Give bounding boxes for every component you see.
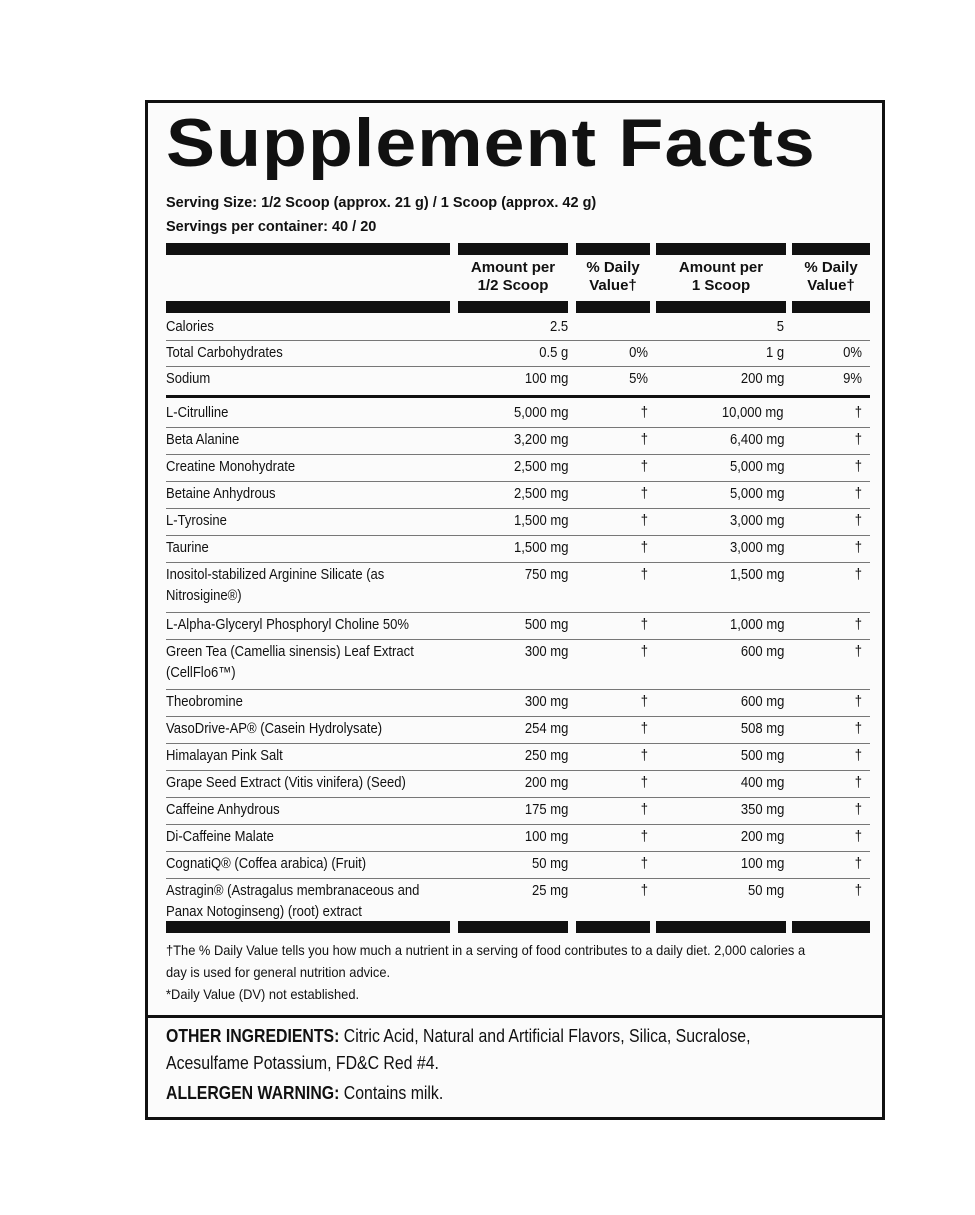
footer-bar bbox=[576, 921, 650, 933]
table-row bbox=[166, 509, 870, 536]
servings-per-container: Servings per container: 40 / 20 bbox=[166, 219, 377, 235]
ingredient-name: Di-Caffeine Malate bbox=[166, 829, 274, 845]
amount-full: 3,000 mg bbox=[729, 540, 784, 556]
ingredient-name: L-Alpha-Glyceryl Phosphoryl Choline 50% bbox=[166, 617, 409, 633]
amount-full: 200 mg bbox=[740, 371, 784, 387]
amount-half: 300 mg bbox=[524, 694, 568, 710]
header-bar bbox=[656, 243, 786, 255]
table-row bbox=[166, 771, 870, 798]
amount-full: 508 mg bbox=[740, 721, 784, 737]
amount-half: 2,500 mg bbox=[513, 486, 568, 502]
table-row bbox=[166, 717, 870, 744]
ingredient-name: Himalayan Pink Salt bbox=[166, 748, 283, 764]
allergen-text: Contains milk. bbox=[343, 1083, 444, 1103]
amount-full: 10,000 mg bbox=[722, 405, 784, 421]
amount-half: 175 mg bbox=[524, 802, 568, 818]
dv-full: † bbox=[854, 748, 862, 764]
amount-half: 50 mg bbox=[531, 856, 568, 872]
header-bar bbox=[656, 301, 786, 313]
dv-full: † bbox=[854, 459, 862, 475]
header-line: Value† bbox=[589, 277, 637, 294]
header-bar bbox=[792, 243, 870, 255]
amount-half: 254 mg bbox=[524, 721, 568, 737]
nutrient-name: Sodium bbox=[166, 371, 211, 387]
amount-half: 500 mg bbox=[524, 617, 568, 633]
footer-bar bbox=[458, 921, 568, 933]
amount-full: 200 mg bbox=[740, 829, 784, 845]
dv-half: † bbox=[640, 567, 648, 583]
dv-half: † bbox=[640, 802, 648, 818]
dv-half: † bbox=[640, 856, 648, 872]
ingredient-name: Caffeine Anhydrous bbox=[166, 802, 280, 818]
header-bar bbox=[166, 301, 450, 313]
header-line: % Daily bbox=[586, 259, 640, 276]
other-ingredients-text: Citric Acid, Natural and Artificial Flavors, Silica, Sucralose, Acesulfame Potassium, FD&C Red #4. bbox=[166, 1026, 751, 1073]
table-row bbox=[166, 798, 870, 825]
ingredient-name: Grape Seed Extract (Vitis vinifera) (Seed) bbox=[166, 775, 406, 791]
nutrient-name: Calories bbox=[166, 319, 214, 335]
amount-full: 350 mg bbox=[740, 802, 784, 818]
amount-full: 3,000 mg bbox=[729, 513, 784, 529]
table-row bbox=[166, 852, 870, 879]
amount-half: 25 mg bbox=[531, 883, 568, 899]
header-bar bbox=[458, 301, 568, 313]
header-line: Amount per bbox=[470, 259, 556, 276]
table-row bbox=[166, 401, 870, 428]
amount-full: 600 mg bbox=[740, 694, 784, 710]
amount-half: 1,500 mg bbox=[513, 540, 568, 556]
dv-half: 0% bbox=[629, 345, 648, 361]
amount-full: 1 g bbox=[765, 345, 784, 361]
ingredient-name: Beta Alanine bbox=[166, 432, 240, 448]
dv-half: † bbox=[640, 432, 648, 448]
ingredient-name: Astragin® (Astragalus membranaceous and Panax Notoginseng) (root) extract bbox=[166, 883, 420, 920]
dv-full: † bbox=[854, 644, 862, 660]
dv-full: † bbox=[854, 802, 862, 818]
table-row bbox=[166, 536, 870, 563]
amount-full: 1,000 mg bbox=[729, 617, 784, 633]
amount-half: 3,200 mg bbox=[513, 432, 568, 448]
header-line: Amount per bbox=[678, 259, 764, 276]
table-row bbox=[166, 341, 870, 367]
header-bar bbox=[458, 243, 568, 255]
dv-half: † bbox=[640, 486, 648, 502]
table-row bbox=[166, 690, 870, 717]
dv-full: † bbox=[854, 829, 862, 845]
ingredient-name: Betaine Anhydrous bbox=[166, 486, 276, 502]
section-divider bbox=[166, 395, 870, 398]
amount-half: 100 mg bbox=[524, 371, 568, 387]
header-line: 1/2 Scoop bbox=[477, 277, 549, 294]
dv-full: † bbox=[854, 883, 862, 899]
ingredient-name: L-Citrulline bbox=[166, 405, 229, 421]
amount-half: 100 mg bbox=[524, 829, 568, 845]
dv-half: 5% bbox=[629, 371, 648, 387]
dv-full: † bbox=[854, 486, 862, 502]
section-divider bbox=[148, 1015, 882, 1018]
ingredient-name: Theobromine bbox=[166, 694, 243, 710]
amount-full: 400 mg bbox=[740, 775, 784, 791]
supplement-facts-panel bbox=[145, 100, 885, 1120]
dv-half: † bbox=[640, 829, 648, 845]
amount-half: 2.5 bbox=[549, 319, 568, 335]
table-row bbox=[166, 455, 870, 482]
amount-full: 5 bbox=[776, 319, 784, 335]
header-amount-full bbox=[656, 259, 786, 295]
amount-full: 100 mg bbox=[740, 856, 784, 872]
ingredient-name: VasoDrive-AP® (Casein Hydrolysate) bbox=[166, 721, 383, 737]
amount-full: 6,400 mg bbox=[729, 432, 784, 448]
dv-half: † bbox=[640, 405, 648, 421]
dv-not-established-note: *Daily Value (DV) not established. bbox=[166, 986, 360, 1002]
dv-half: † bbox=[640, 748, 648, 764]
dv-full: 0% bbox=[843, 345, 862, 361]
dv-full: † bbox=[854, 432, 862, 448]
amount-half: 2,500 mg bbox=[513, 459, 568, 475]
dv-full: † bbox=[854, 540, 862, 556]
table-row bbox=[166, 640, 870, 690]
ingredient-name: Inositol-stabilized Arginine Silicate (as Nitrosigine®) bbox=[166, 567, 385, 604]
header-amount-half bbox=[458, 259, 568, 295]
dv-half: † bbox=[640, 540, 648, 556]
dv-full: † bbox=[854, 775, 862, 791]
ingredient-name: Green Tea (Camellia sinensis) Leaf Extract (CellFlo6™) bbox=[166, 644, 414, 681]
amount-full: 50 mg bbox=[747, 883, 784, 899]
amount-full: 1,500 mg bbox=[729, 567, 784, 583]
amount-half: 300 mg bbox=[524, 644, 568, 660]
table-row bbox=[166, 367, 870, 392]
amount-half: 750 mg bbox=[524, 567, 568, 583]
amount-full: 5,000 mg bbox=[729, 459, 784, 475]
dv-full: † bbox=[854, 617, 862, 633]
dv-full: † bbox=[854, 567, 862, 583]
amount-half: 0.5 g bbox=[538, 345, 568, 361]
dv-half: † bbox=[640, 883, 648, 899]
table-row bbox=[166, 315, 870, 341]
ingredient-name: CognatiQ® (Coffea arabica) (Fruit) bbox=[166, 856, 367, 872]
dv-half: † bbox=[640, 775, 648, 791]
panel-title: Supplement Facts bbox=[166, 105, 816, 181]
footer-bar bbox=[792, 921, 870, 933]
header-bar bbox=[576, 301, 650, 313]
serving-size: Serving Size: 1/2 Scoop (approx. 21 g) / 1 Scoop (approx. 42 g) bbox=[166, 195, 597, 211]
ingredient-name: Taurine bbox=[166, 540, 209, 556]
footer-bar bbox=[166, 921, 450, 933]
other-ingredients bbox=[166, 1023, 835, 1077]
dv-full: † bbox=[854, 694, 862, 710]
amount-half: 250 mg bbox=[524, 748, 568, 764]
header-bar bbox=[166, 243, 450, 255]
footer-bar bbox=[656, 921, 786, 933]
table-row bbox=[166, 482, 870, 509]
allergen-label: ALLERGEN WARNING: bbox=[166, 1083, 340, 1103]
amount-half: 5,000 mg bbox=[513, 405, 568, 421]
table-row bbox=[166, 744, 870, 771]
other-ingredients-label: OTHER INGREDIENTS: bbox=[166, 1026, 340, 1046]
amount-half: 1,500 mg bbox=[513, 513, 568, 529]
table-row bbox=[166, 613, 870, 640]
allergen-warning bbox=[166, 1083, 443, 1104]
daily-value-footnote: †The % Daily Value tells you how much a nutrient in a serving of food contributes to a daily diet. 2,000 calories a day is used for general nutrition advice. bbox=[166, 942, 806, 980]
dv-half: † bbox=[640, 617, 648, 633]
table-row bbox=[166, 428, 870, 455]
table-row bbox=[166, 825, 870, 852]
dv-half: † bbox=[640, 513, 648, 529]
table-row bbox=[166, 563, 870, 613]
header-line: Value† bbox=[807, 277, 855, 294]
amount-full: 5,000 mg bbox=[729, 486, 784, 502]
amount-full: 500 mg bbox=[740, 748, 784, 764]
header-bar bbox=[792, 301, 870, 313]
dv-full: † bbox=[854, 856, 862, 872]
header-dv-half bbox=[576, 259, 650, 295]
header-line: % Daily bbox=[804, 259, 858, 276]
header-bar bbox=[576, 243, 650, 255]
dv-half: † bbox=[640, 694, 648, 710]
ingredient-name: Creatine Monohydrate bbox=[166, 459, 296, 475]
dv-full: † bbox=[854, 721, 862, 737]
dv-half: † bbox=[640, 721, 648, 737]
dv-full: † bbox=[854, 405, 862, 421]
dv-half: † bbox=[640, 644, 648, 660]
amount-full: 600 mg bbox=[740, 644, 784, 660]
dv-full: † bbox=[854, 513, 862, 529]
amount-half: 200 mg bbox=[524, 775, 568, 791]
ingredient-name: L-Tyrosine bbox=[166, 513, 227, 529]
dv-full: 9% bbox=[843, 371, 862, 387]
dv-half: † bbox=[640, 459, 648, 475]
header-line: 1 Scoop bbox=[691, 277, 751, 294]
header-dv-full bbox=[792, 259, 870, 295]
nutrient-name: Total Carbohydrates bbox=[166, 345, 283, 361]
